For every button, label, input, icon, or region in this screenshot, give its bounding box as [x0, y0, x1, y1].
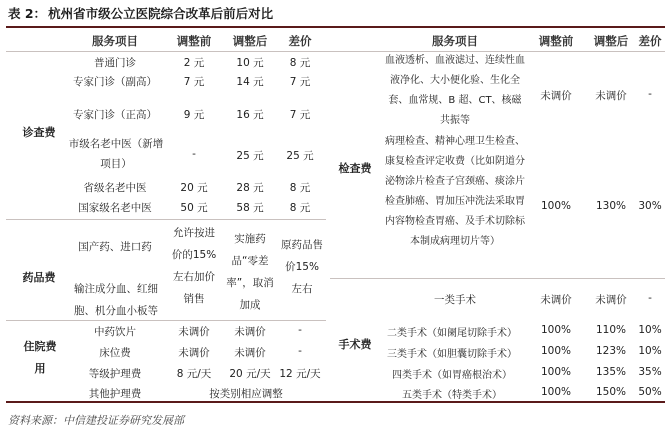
table-row-item: 专家门诊（副高）	[73, 76, 157, 88]
table-row-item: 三类手术（如胆囊切除手术）	[387, 349, 517, 360]
table-row-diff: 8 元	[289, 57, 311, 69]
header-left-item: 服务项目	[92, 34, 138, 48]
table-row-item: 省级名老中医	[83, 182, 147, 194]
section-rule	[6, 219, 326, 220]
table-row-before: 100%	[540, 324, 572, 336]
table-row-diff: -	[298, 324, 302, 336]
table-row-diff: 10%	[638, 345, 662, 357]
table-row-after: 110%	[595, 324, 627, 336]
table-row-before: 100%	[540, 200, 572, 212]
table-row-after: 123%	[595, 345, 627, 357]
header-right-before: 调整前	[538, 34, 574, 48]
table-row-diff: -	[648, 292, 652, 304]
table-row-after: 20 元/天	[229, 368, 271, 380]
header-right-item: 服务项目	[432, 34, 478, 48]
category-diagnosis: 诊查费	[22, 126, 56, 139]
table-row-before: 未调价	[540, 294, 572, 306]
table-row-item: 床位费	[99, 347, 131, 359]
section-rule	[330, 278, 665, 279]
table-row-after: 未调价	[234, 326, 266, 338]
header-rule	[6, 51, 665, 52]
category-drugs: 药品费	[22, 271, 56, 284]
table-row-diff: 12 元/天	[279, 368, 321, 380]
table-row-diff: 7 元	[289, 76, 311, 88]
table-row-after: 16 元	[236, 109, 264, 121]
table-row-before: 未调价	[178, 347, 210, 359]
table-row-item: 病理检查、精神心理卫生检查、康复检查评定收费（比如阴道分泌物涂片检查子宫颈癌、痰涂片检查肺癌、胃加压冲洗法采取胃内容物检查胃癌、及手术切除标本制成病理切片等）	[385, 136, 525, 247]
table-row-diff: 10%	[638, 324, 662, 336]
table-row-after: 150%	[595, 386, 627, 398]
table-row-item: 专家门诊（正高）	[73, 109, 157, 121]
header-right-diff: 差价	[638, 34, 662, 48]
table-caption	[8, 4, 273, 22]
table-row-diff: -	[648, 88, 652, 100]
table-row-after: 实施药品“零差率”，取消加成	[226, 233, 274, 311]
table-row-before: 100%	[540, 386, 572, 398]
table-row-after: 未调价	[234, 347, 266, 359]
table-row-item: 二类手术（如阑尾切除手术）	[387, 328, 517, 339]
table-row-diff: 50%	[638, 386, 662, 398]
table-row-item: 血液透析、血液滤过、连续性血液净化、大小便化验、生化全套、血常规、B 超、CT、核磁共振等	[385, 55, 525, 126]
table-row-after: 未调价	[595, 294, 627, 306]
table-row-item: 中药饮片	[94, 326, 136, 338]
table-row-item: 国产药、进口药	[78, 241, 152, 253]
table-row-after: 130%	[595, 200, 627, 212]
table-row-before: 未调价	[178, 326, 210, 338]
table-row-item: 四类手术（如胃癌根治术）	[392, 370, 512, 381]
category-exam: 检查费	[338, 162, 372, 175]
source-note: 资料来源：中信建投证券研究发展部	[8, 414, 184, 427]
caption-label: 表 2：	[8, 6, 47, 21]
table-row-before: 允许按进价的15%左右加价销售	[171, 227, 217, 305]
caption-title: 杭州省市级公立医院综合改革后前后对比	[48, 6, 274, 21]
table-row-item: 一类手术	[434, 294, 476, 306]
table-row-item: 其他护理费	[88, 388, 142, 400]
category-surgery: 手术费	[338, 338, 372, 351]
table-row-before: 20 元	[180, 182, 208, 194]
table-row-diff: 原药品售价15%左右	[281, 239, 323, 295]
table-row-before: 100%	[540, 345, 572, 357]
table-row-diff: 25 元	[286, 150, 314, 162]
table-row-after: 58 元	[236, 202, 264, 214]
table-row-diff: 8 元	[289, 202, 311, 214]
category-inpatient: 住院费用	[23, 340, 57, 375]
bottom-rule	[6, 401, 665, 403]
table-row-diff: 8 元	[289, 182, 311, 194]
table-row-before: 2 元	[183, 57, 205, 69]
header-left-diff: 差价	[288, 34, 312, 48]
table-row-diff: 35%	[638, 366, 662, 378]
table-row-diff: -	[298, 345, 302, 357]
table-row-after: 14 元	[236, 76, 264, 88]
table-row-diff: 30%	[638, 200, 662, 212]
table-row-after: 未调价	[595, 90, 627, 102]
table-row-merged: 按类别相应调整	[209, 388, 283, 400]
table-row-before: 9 元	[183, 109, 205, 121]
table-row-before: -	[192, 148, 196, 160]
table-row-before: 50 元	[180, 202, 208, 214]
table-row-diff: 7 元	[289, 109, 311, 121]
top-rule	[6, 26, 665, 28]
table-row-item: 市级名老中医（新增项目）	[68, 138, 164, 170]
header-left-after: 调整后	[232, 34, 268, 48]
table-row-item: 国家级名老中医	[78, 202, 152, 214]
table-row-after: 10 元	[236, 57, 264, 69]
table-row-item: 五类手术（特类手术）	[402, 390, 502, 401]
table-row-after: 135%	[595, 366, 627, 378]
table-row-after: 28 元	[236, 182, 264, 194]
table-row-before: 100%	[540, 366, 572, 378]
header-left-before: 调整前	[176, 34, 212, 48]
table-row-before: 7 元	[183, 76, 205, 88]
header-right-after: 调整后	[593, 34, 629, 48]
section-rule	[6, 320, 326, 321]
table-row-item: 等级护理费	[88, 368, 142, 380]
table-row-before: 未调价	[540, 90, 572, 102]
table-row-before: 8 元/天	[176, 368, 212, 380]
table-row-item: 普通门诊	[94, 57, 136, 69]
table-row-item: 输注成分血、红细胞、机分血小板等	[74, 283, 158, 317]
table-row-after: 25 元	[236, 150, 264, 162]
